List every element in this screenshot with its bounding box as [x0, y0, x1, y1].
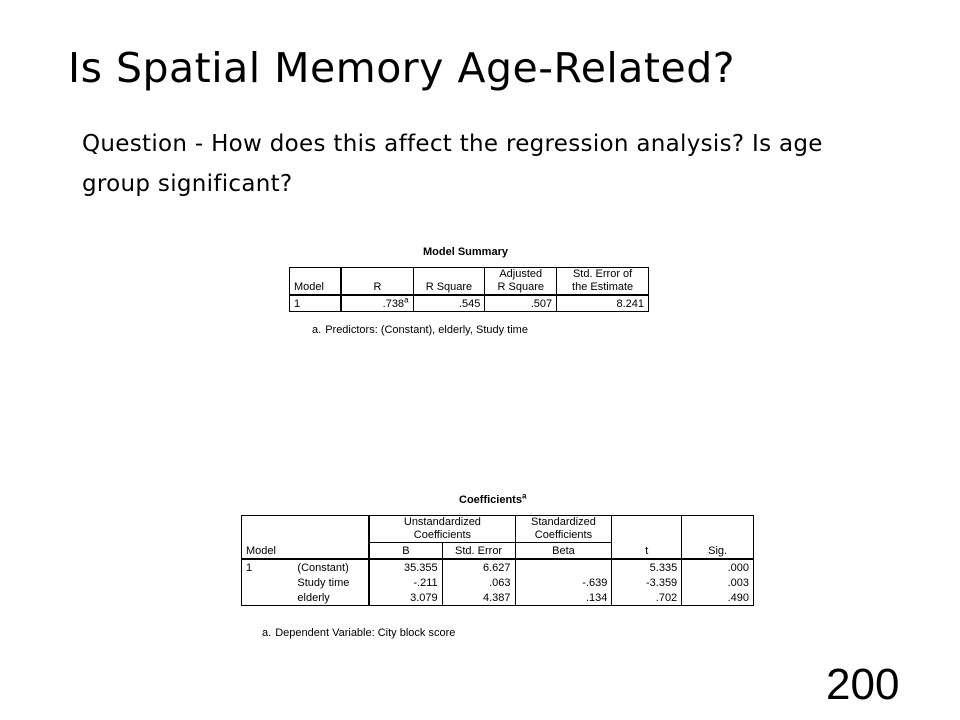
header-empty-3	[293, 543, 369, 560]
model-summary-table	[289, 267, 649, 312]
cell-b: -.211	[369, 575, 442, 590]
header-b: B	[369, 543, 442, 560]
cell-beta: -.639	[515, 575, 612, 590]
cell-label: Study time	[293, 575, 369, 590]
cell-std-error: 6.627	[442, 559, 515, 575]
header-r-square: R Square	[413, 268, 485, 296]
header-r: R	[341, 268, 413, 296]
header-unstandardized	[369, 516, 515, 543]
header-std-error-estimate	[557, 268, 649, 296]
cell-beta: .134	[515, 590, 612, 606]
cell-std-error: 4.387	[442, 590, 515, 606]
cell-beta	[515, 559, 612, 575]
cell-model: 1	[290, 295, 342, 312]
header-std-line2: Coefficients	[534, 529, 593, 541]
header-model: Model	[290, 268, 342, 296]
header-std-error: Std. Error	[442, 543, 515, 560]
cell-model-empty	[242, 575, 294, 590]
coefficients-table	[241, 515, 754, 606]
coefficients-header-row-2	[242, 543, 754, 560]
cell-r-value: .738	[382, 298, 405, 310]
cell-std-error: .063	[442, 575, 515, 590]
cell-sig: .490	[682, 590, 754, 606]
table-row	[242, 575, 754, 590]
coefficients-header-row-1	[242, 516, 754, 543]
header-standardized	[515, 516, 612, 543]
cell-r-superscript: a	[404, 295, 409, 305]
cell-model-empty	[242, 590, 294, 606]
cell-b: 35.355	[369, 559, 442, 575]
header-unstd-line1: Unstandardized	[403, 516, 481, 528]
header-unstd-line2: Coefficients	[413, 529, 472, 541]
cell-t: -3.359	[612, 575, 682, 590]
header-empty-t	[612, 516, 682, 543]
cell-label: (Constant)	[293, 559, 369, 575]
cell-r-square: .545	[413, 295, 485, 312]
table-row	[242, 590, 754, 606]
coefficients-title	[459, 491, 527, 506]
header-std-line1: Standardized	[531, 516, 596, 528]
cell-adjusted-r-square: .507	[485, 295, 557, 312]
model-summary-header-row	[290, 268, 649, 296]
footnote-marker: a.	[312, 324, 322, 336]
header-model: Model	[242, 543, 294, 560]
cell-t: 5.335	[612, 559, 682, 575]
header-sig: Sig.	[682, 543, 754, 560]
footnote-text: Predictors: (Constant), elderly, Study time	[325, 324, 528, 336]
cell-t: .702	[612, 590, 682, 606]
table-row	[242, 559, 754, 575]
cell-b: 3.079	[369, 590, 442, 606]
header-empty-1	[242, 516, 294, 543]
model-summary-footnote	[312, 324, 528, 336]
cell-model-number: 1	[242, 559, 294, 575]
header-std-error-line1: Std. Error of	[572, 268, 633, 280]
cell-sig: .003	[682, 575, 754, 590]
header-empty-sig	[682, 516, 754, 543]
coefficients-title-text: Coefficients	[459, 494, 522, 506]
model-summary-row	[290, 295, 649, 312]
header-beta: Beta	[515, 543, 612, 560]
header-adjusted-r-square	[485, 268, 557, 296]
question-text: Question - How does this affect the regression analysis? Is age group significant?	[82, 131, 823, 197]
cell-std-error: 8.241	[557, 295, 649, 312]
header-t: t	[612, 543, 682, 560]
cell-r	[341, 295, 413, 312]
model-summary-title: Model Summary	[423, 246, 508, 258]
page-number: 200	[826, 660, 900, 709]
cell-sig: .000	[682, 559, 754, 575]
footnote-marker: a.	[262, 627, 272, 639]
footnote-text: Dependent Variable: City block score	[275, 627, 456, 639]
cell-label: elderly	[293, 590, 369, 606]
coefficients-title-superscript: a	[521, 491, 527, 501]
header-adjusted-line1: Adjusted	[499, 268, 543, 280]
header-adjusted-line2: R Square	[497, 281, 544, 293]
header-empty-2	[293, 516, 369, 543]
coefficients-footnote	[262, 627, 455, 639]
slide-title: Is Spatial Memory Age-Related?	[68, 44, 736, 92]
header-std-error-line2: the Estimate	[572, 281, 634, 293]
